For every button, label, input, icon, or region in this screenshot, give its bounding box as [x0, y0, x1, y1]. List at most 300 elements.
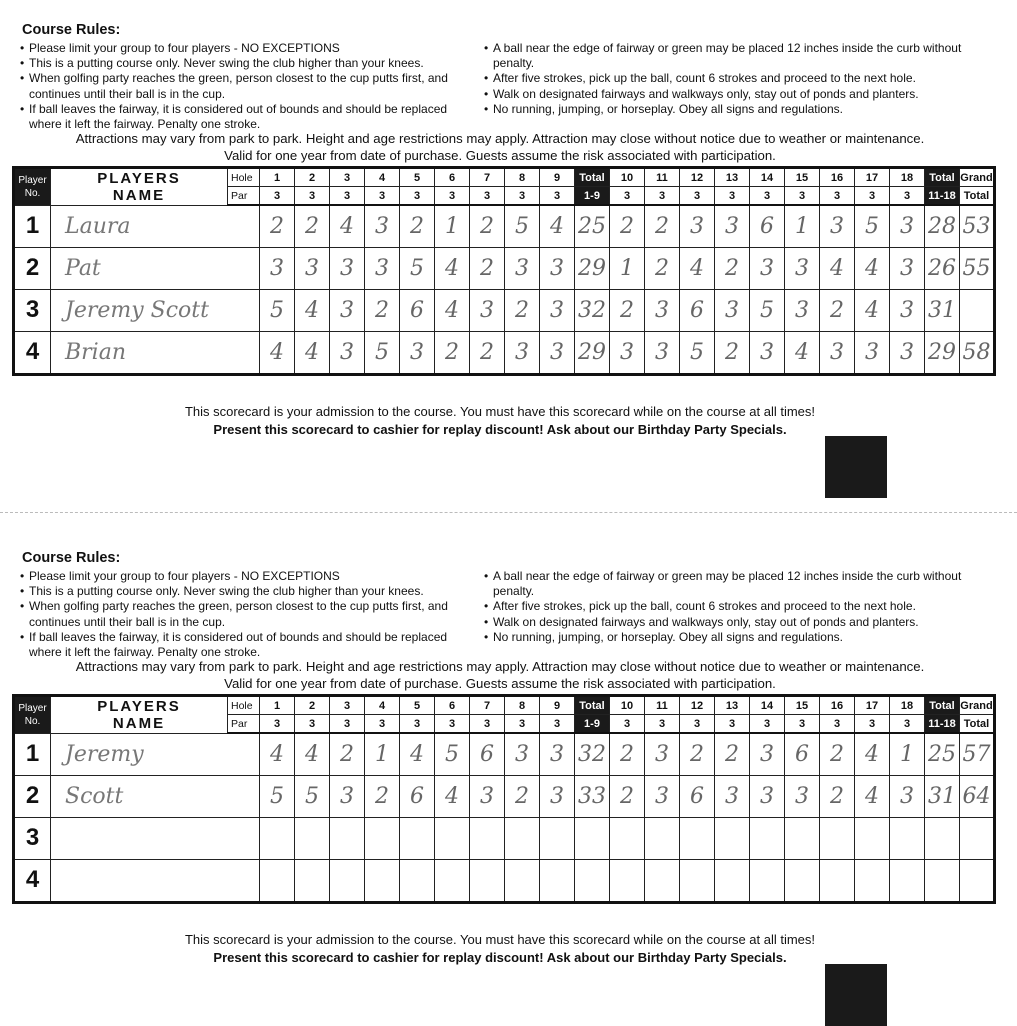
back-total-label: Total [925, 696, 960, 715]
par-value: 3 [470, 187, 505, 206]
par-value: 3 [680, 187, 715, 206]
hole-score [785, 817, 820, 859]
grand-total-score [960, 289, 995, 331]
hole-score: 1 [610, 247, 645, 289]
hole-score: 3 [890, 775, 925, 817]
hole-score: 2 [610, 733, 645, 775]
hole-score [785, 859, 820, 902]
par-value: 3 [330, 715, 365, 734]
scorecard-1 [0, 0, 1017, 500]
player-name: Brian [51, 331, 260, 374]
hole-score: 5 [750, 289, 785, 331]
par-value: 3 [785, 187, 820, 206]
hole-score: 3 [365, 205, 400, 247]
hole-label: Hole [228, 168, 260, 187]
hole-number: 4 [365, 168, 400, 187]
player-number: 2 [14, 775, 51, 817]
hole-number: 7 [470, 696, 505, 715]
player-name [51, 859, 260, 902]
hole-number: 4 [365, 696, 400, 715]
front-total-score [575, 859, 610, 902]
hole-score: 4 [295, 289, 330, 331]
hole-score [610, 859, 645, 902]
hole-score: 4 [540, 205, 575, 247]
player-no-label: No. [24, 715, 41, 727]
hole-score: 2 [470, 205, 505, 247]
rule-item: • This is a putting course only. Never swing the club higher than your knees. [20, 56, 480, 71]
par-value: 3 [610, 187, 645, 206]
hole-score: 2 [365, 775, 400, 817]
footer-line-2 [60, 949, 940, 967]
rule-item: • When golfing party reaches the green, person closest to the cup putts first, and continues until their ball is in the cup. [20, 71, 480, 101]
hole-number: 3 [330, 696, 365, 715]
hole-score: 5 [365, 331, 400, 374]
hole-score: 4 [855, 289, 890, 331]
players-name-header [51, 696, 228, 734]
back-total-score: 31 [925, 775, 960, 817]
front-total-score: 25 [575, 205, 610, 247]
player-number: 4 [14, 331, 51, 374]
hole-score: 6 [750, 205, 785, 247]
hole-score: 3 [295, 247, 330, 289]
hole-score: 2 [470, 247, 505, 289]
birthday-specials-text: Ask about our Birthday Party Specials. [543, 950, 787, 965]
hole-score: 3 [540, 775, 575, 817]
footer-notice [60, 403, 940, 439]
hole-number: 16 [820, 168, 855, 187]
hole-score [540, 859, 575, 902]
hole-score: 2 [400, 205, 435, 247]
attraction-disclaimer: Attractions may vary from park to park. Height and age restrictions may apply. Attraction may close without notice due to weather or maintenance. Valid for one year from date of purchase. Guests assume the risk associated with participation. [75, 659, 925, 691]
players-label: PLAYERS [97, 169, 181, 187]
hole-score [295, 817, 330, 859]
front-range-label: 1-9 [575, 187, 610, 206]
hole-score: 4 [330, 205, 365, 247]
rules-list-right [484, 41, 964, 117]
hole-number: 18 [890, 168, 925, 187]
hole-score: 4 [260, 733, 295, 775]
hole-number: 11 [645, 168, 680, 187]
hole-header-row [14, 696, 995, 715]
back-range-label: 11-18 [925, 715, 960, 734]
hole-score: 5 [505, 205, 540, 247]
front-total-label: Total [575, 696, 610, 715]
players-name-header [51, 168, 228, 206]
hole-number: 10 [610, 168, 645, 187]
hole-score [610, 817, 645, 859]
footer-line-1: This scorecard is your admission to the course. You must have this scorecard while on the course at all times! [184, 932, 816, 947]
hole-score [820, 817, 855, 859]
hole-score [435, 817, 470, 859]
hole-number: 2 [295, 168, 330, 187]
hole-score: 3 [470, 289, 505, 331]
par-value: 3 [890, 187, 925, 206]
hole-score: 2 [715, 331, 750, 374]
hole-score: 2 [330, 733, 365, 775]
player-number: 1 [14, 205, 51, 247]
hole-score: 2 [505, 289, 540, 331]
hole-label: Hole [228, 696, 260, 715]
hole-score: 3 [330, 247, 365, 289]
back-total-score: 28 [925, 205, 960, 247]
hole-score: 4 [435, 289, 470, 331]
grand-label: Grand [960, 696, 995, 715]
hole-number: 1 [260, 168, 295, 187]
hole-score: 4 [295, 733, 330, 775]
rule-item: • After five strokes, pick up the ball, count 6 strokes and proceed to the next hole. [484, 599, 964, 614]
front-range-label: 1-9 [575, 715, 610, 734]
hole-number: 18 [890, 696, 925, 715]
hole-score [680, 817, 715, 859]
rule-item: • Walk on designated fairways and walkways only, stay out of ponds and planters. [484, 87, 964, 102]
back-total-score [925, 859, 960, 902]
hole-score: 1 [365, 733, 400, 775]
hole-score: 3 [330, 289, 365, 331]
hole-number: 14 [750, 696, 785, 715]
par-value: 3 [400, 187, 435, 206]
hole-score: 3 [400, 331, 435, 374]
hole-score: 1 [890, 733, 925, 775]
hole-score: 2 [820, 733, 855, 775]
grand-total-score: 55 [960, 247, 995, 289]
par-value: 3 [820, 715, 855, 734]
player-no-header [14, 696, 51, 734]
hole-score: 3 [890, 247, 925, 289]
footer-line-1: This scorecard is your admission to the course. You must have this scorecard while on the course at all times! [184, 404, 816, 419]
hole-score: 3 [785, 289, 820, 331]
barcode-box [825, 964, 887, 1026]
hole-score: 3 [645, 775, 680, 817]
par-value: 3 [855, 715, 890, 734]
hole-score [435, 859, 470, 902]
par-value: 3 [715, 187, 750, 206]
hole-score: 5 [295, 775, 330, 817]
hole-number: 6 [435, 168, 470, 187]
hole-number: 8 [505, 696, 540, 715]
hole-number: 12 [680, 168, 715, 187]
hole-score: 2 [470, 331, 505, 374]
hole-score: 5 [680, 331, 715, 374]
hole-score: 2 [610, 205, 645, 247]
par-value: 3 [680, 715, 715, 734]
player-row [14, 247, 995, 289]
hole-score: 2 [365, 289, 400, 331]
hole-score: 2 [820, 289, 855, 331]
player-number: 1 [14, 733, 51, 775]
hole-score: 4 [680, 247, 715, 289]
par-value: 3 [330, 187, 365, 206]
hole-score [260, 859, 295, 902]
hole-score: 1 [785, 205, 820, 247]
hole-score [295, 859, 330, 902]
hole-score: 3 [540, 331, 575, 374]
hole-score: 4 [435, 775, 470, 817]
hole-score: 6 [470, 733, 505, 775]
rule-item: • After five strokes, pick up the ball, count 6 strokes and proceed to the next hole. [484, 71, 964, 86]
par-value: 3 [260, 715, 295, 734]
hole-number: 2 [295, 696, 330, 715]
rule-item: • No running, jumping, or horseplay. Obey all signs and regulations. [484, 102, 964, 117]
hole-score [365, 859, 400, 902]
grand-total-label: Total [960, 187, 995, 206]
hole-number: 13 [715, 168, 750, 187]
par-label: Par [228, 715, 260, 734]
par-value: 3 [855, 187, 890, 206]
hole-score: 1 [435, 205, 470, 247]
hole-score: 2 [610, 775, 645, 817]
hole-score: 2 [505, 775, 540, 817]
hole-score: 4 [855, 733, 890, 775]
par-value: 3 [645, 187, 680, 206]
hole-score: 4 [435, 247, 470, 289]
hole-score [855, 817, 890, 859]
player-row [14, 859, 995, 902]
hole-score: 3 [890, 331, 925, 374]
hole-number: 5 [400, 168, 435, 187]
rule-item: • If ball leaves the fairway, it is considered out of bounds and should be replaced where it left the fairway. Penalty one stroke. [20, 102, 480, 132]
hole-number: 5 [400, 696, 435, 715]
footer-line-2 [60, 421, 940, 439]
score-table [12, 694, 996, 904]
hole-score: 3 [785, 775, 820, 817]
hole-score: 3 [645, 733, 680, 775]
front-total-score [575, 817, 610, 859]
grand-total-score [960, 859, 995, 902]
hole-score: 3 [890, 205, 925, 247]
hole-score: 3 [750, 247, 785, 289]
hole-score: 3 [645, 331, 680, 374]
hole-score: 2 [715, 733, 750, 775]
player-row [14, 733, 995, 775]
hole-score: 3 [330, 331, 365, 374]
hole-score [750, 859, 785, 902]
hole-score: 2 [645, 205, 680, 247]
hole-score: 6 [680, 289, 715, 331]
player-no-header [14, 168, 51, 206]
players-label: PLAYERS [97, 697, 181, 715]
rule-item: • A ball near the edge of fairway or green may be placed 12 inches inside the curb without penalty. [484, 41, 964, 71]
hole-score: 3 [505, 733, 540, 775]
hole-score: 3 [540, 247, 575, 289]
hole-score [400, 817, 435, 859]
hole-number: 14 [750, 168, 785, 187]
hole-score: 6 [680, 775, 715, 817]
par-value: 3 [295, 715, 330, 734]
hole-score: 3 [260, 247, 295, 289]
player-name: Jeremy [51, 733, 260, 775]
hole-number: 15 [785, 696, 820, 715]
par-value: 3 [505, 715, 540, 734]
hole-score [400, 859, 435, 902]
scorecard-2 [0, 528, 1017, 1024]
par-value: 3 [365, 715, 400, 734]
hole-score: 3 [680, 205, 715, 247]
hole-score: 3 [540, 289, 575, 331]
grand-total-score: 58 [960, 331, 995, 374]
front-total-score: 32 [575, 289, 610, 331]
hole-number: 1 [260, 696, 295, 715]
hole-score: 4 [855, 775, 890, 817]
player-no-label: No. [24, 187, 41, 199]
footer-notice [60, 931, 940, 967]
par-value: 3 [820, 187, 855, 206]
hole-score [330, 859, 365, 902]
par-value: 3 [435, 715, 470, 734]
back-total-score: 26 [925, 247, 960, 289]
rule-item: • If ball leaves the fairway, it is considered out of bounds and should be replaced where it left the fairway. Penalty one stroke. [20, 630, 480, 660]
hole-score: 5 [260, 289, 295, 331]
hole-score: 3 [365, 247, 400, 289]
hole-score: 3 [785, 247, 820, 289]
player-row [14, 331, 995, 374]
rule-item: • Please limit your group to four players - NO EXCEPTIONS [20, 569, 480, 584]
hole-number: 7 [470, 168, 505, 187]
hole-score: 3 [855, 331, 890, 374]
hole-score: 3 [750, 733, 785, 775]
hole-number: 9 [540, 696, 575, 715]
player-number: 3 [14, 289, 51, 331]
grand-total-score: 64 [960, 775, 995, 817]
hole-score: 4 [785, 331, 820, 374]
hole-score: 3 [610, 331, 645, 374]
hole-score: 3 [820, 331, 855, 374]
hole-score: 2 [435, 331, 470, 374]
player-name [51, 817, 260, 859]
hole-score [645, 859, 680, 902]
hole-number: 17 [855, 168, 890, 187]
hole-score: 3 [750, 331, 785, 374]
hole-number: 10 [610, 696, 645, 715]
hole-score [855, 859, 890, 902]
front-total-score: 33 [575, 775, 610, 817]
grand-total-score: 57 [960, 733, 995, 775]
player-number: 4 [14, 859, 51, 902]
par-value: 3 [540, 187, 575, 206]
par-value: 3 [715, 715, 750, 734]
player-no-label: Player [18, 174, 47, 186]
back-total-score: 31 [925, 289, 960, 331]
hole-score: 4 [855, 247, 890, 289]
hole-score: 4 [820, 247, 855, 289]
hole-number: 11 [645, 696, 680, 715]
grand-total-score [960, 817, 995, 859]
par-value: 3 [295, 187, 330, 206]
hole-score [890, 859, 925, 902]
hole-score [330, 817, 365, 859]
par-value: 3 [785, 715, 820, 734]
player-name: Laura [51, 205, 260, 247]
rules-list-right [484, 569, 964, 645]
hole-score: 6 [785, 733, 820, 775]
hole-score: 5 [855, 205, 890, 247]
front-total-score: 29 [575, 331, 610, 374]
rules-list-left [20, 41, 480, 132]
hole-score: 2 [610, 289, 645, 331]
hole-number: 13 [715, 696, 750, 715]
barcode-box [825, 436, 887, 498]
rule-item: • A ball near the edge of fairway or green may be placed 12 inches inside the curb without penalty. [484, 569, 964, 599]
par-value: 3 [470, 715, 505, 734]
hole-score [750, 817, 785, 859]
score-table [12, 166, 996, 376]
hole-score: 6 [400, 289, 435, 331]
course-rules-title: Course Rules: [22, 22, 121, 38]
hole-score: 2 [295, 205, 330, 247]
hole-score: 3 [715, 289, 750, 331]
grand-label: Grand [960, 168, 995, 187]
hole-number: 17 [855, 696, 890, 715]
hole-number: 15 [785, 168, 820, 187]
back-range-label: 11-18 [925, 187, 960, 206]
hole-header-row [14, 168, 995, 187]
par-value: 3 [890, 715, 925, 734]
rule-item: • This is a putting course only. Never swing the club higher than your knees. [20, 584, 480, 599]
par-label: Par [228, 187, 260, 206]
hole-number: 6 [435, 696, 470, 715]
back-total-score: 25 [925, 733, 960, 775]
hole-score: 3 [505, 247, 540, 289]
par-value: 3 [365, 187, 400, 206]
par-value: 3 [505, 187, 540, 206]
player-name: Pat [51, 247, 260, 289]
hole-score [470, 859, 505, 902]
hole-score: 3 [505, 331, 540, 374]
hole-score: 2 [260, 205, 295, 247]
hole-number: 3 [330, 168, 365, 187]
player-row [14, 817, 995, 859]
rule-item: • When golfing party reaches the green, person closest to the cup putts first, and continues until their ball is in the cup. [20, 599, 480, 629]
hole-score: 5 [260, 775, 295, 817]
hole-number: 8 [505, 168, 540, 187]
rules-list-left [20, 569, 480, 660]
par-value: 3 [610, 715, 645, 734]
hole-score [715, 817, 750, 859]
hole-score [540, 817, 575, 859]
par-value: 3 [750, 187, 785, 206]
par-value: 3 [750, 715, 785, 734]
front-total-label: Total [575, 168, 610, 187]
par-value: 3 [260, 187, 295, 206]
rule-item: • Please limit your group to four players - NO EXCEPTIONS [20, 41, 480, 56]
player-number: 2 [14, 247, 51, 289]
back-total-score: 29 [925, 331, 960, 374]
hole-score: 3 [820, 205, 855, 247]
card-separator [0, 512, 1017, 513]
hole-number: 12 [680, 696, 715, 715]
grand-total-label: Total [960, 715, 995, 734]
rule-item: • Walk on designated fairways and walkways only, stay out of ponds and planters. [484, 615, 964, 630]
hole-score: 3 [540, 733, 575, 775]
birthday-specials-text: Ask about our Birthday Party Specials. [543, 422, 787, 437]
replay-discount-text: Present this scorecard to cashier for replay discount! [213, 422, 544, 437]
grand-total-score: 53 [960, 205, 995, 247]
hole-score: 3 [330, 775, 365, 817]
hole-score [680, 859, 715, 902]
par-value: 3 [645, 715, 680, 734]
hole-score [505, 817, 540, 859]
hole-score: 5 [435, 733, 470, 775]
hole-score [890, 817, 925, 859]
name-label: NAME [112, 714, 166, 732]
hole-score: 3 [645, 289, 680, 331]
player-no-label: Player [18, 702, 47, 714]
hole-score [260, 817, 295, 859]
hole-score: 3 [890, 289, 925, 331]
player-name: Scott [51, 775, 260, 817]
hole-score: 4 [260, 331, 295, 374]
hole-score: 2 [645, 247, 680, 289]
hole-score [820, 859, 855, 902]
